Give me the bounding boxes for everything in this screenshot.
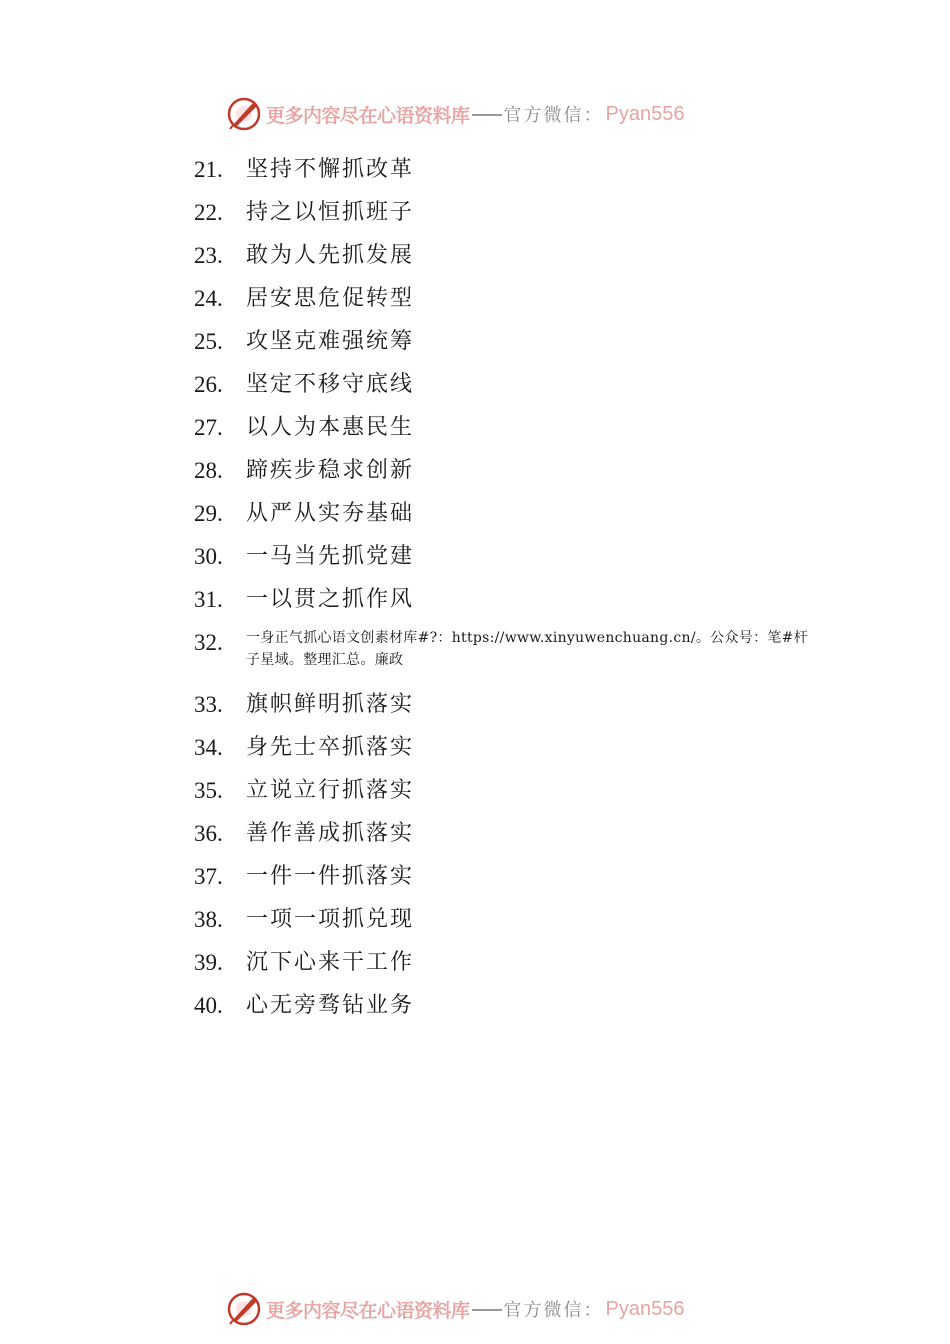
item-number: 23. bbox=[194, 243, 223, 268]
list-item bbox=[0, 451, 950, 494]
item-text: 坚持不懈抓改革 bbox=[246, 157, 415, 182]
item-number: 37. bbox=[194, 864, 223, 889]
slogan-list bbox=[0, 150, 950, 1029]
list-item bbox=[0, 365, 950, 408]
item-text: 一以贯之抓作风 bbox=[246, 587, 415, 612]
quill-logo-icon bbox=[226, 96, 262, 132]
item-number: 25. bbox=[194, 329, 223, 354]
list-item bbox=[0, 322, 950, 365]
header-divider bbox=[472, 114, 502, 116]
item-number: 21. bbox=[194, 157, 223, 182]
footer-divider bbox=[472, 1309, 502, 1311]
list-item bbox=[0, 150, 950, 193]
item-number: 36. bbox=[194, 821, 223, 846]
item-text: 持之以恒抓班子 bbox=[246, 200, 415, 225]
header-site-title: 更多内容尽在心语资料库 bbox=[266, 104, 470, 127]
item-text: 身先士卒抓落实 bbox=[246, 735, 415, 760]
header-banner bbox=[226, 94, 684, 134]
item-number: 22. bbox=[194, 200, 223, 225]
item-text: 坚定不移守底线 bbox=[246, 372, 415, 397]
list-item bbox=[0, 236, 950, 279]
item-number: 28. bbox=[194, 458, 223, 483]
item-text: 心无旁骛钻业务 bbox=[246, 993, 415, 1018]
item-number: 38. bbox=[194, 907, 223, 932]
item-number: 29. bbox=[194, 501, 223, 526]
list-item bbox=[0, 771, 950, 814]
item-number: 40. bbox=[194, 993, 223, 1018]
item-text: 一件一件抓落实 bbox=[246, 864, 415, 889]
item-number: 26. bbox=[194, 372, 223, 397]
list-item bbox=[0, 943, 950, 986]
item-text: 旗帜鲜明抓落实 bbox=[246, 692, 415, 717]
list-item bbox=[0, 728, 950, 771]
item-number: 30. bbox=[194, 544, 223, 569]
item-text: 以人为本惠民生 bbox=[246, 415, 415, 440]
list-item bbox=[0, 580, 950, 623]
footer-banner bbox=[226, 1289, 684, 1329]
list-item bbox=[0, 494, 950, 537]
list-item bbox=[0, 857, 950, 900]
item-number: 34. bbox=[194, 735, 223, 760]
item-number: 32. bbox=[194, 630, 223, 655]
item-text: 蹄疾步稳求创新 bbox=[246, 458, 415, 483]
item-text: 一项一项抓兑现 bbox=[246, 907, 415, 932]
list-item bbox=[0, 685, 950, 728]
item-text: 攻坚克难强统筹 bbox=[246, 329, 415, 354]
item-text: 居安思危促转型 bbox=[246, 286, 415, 311]
quill-logo-icon bbox=[226, 1291, 262, 1327]
list-item bbox=[0, 814, 950, 857]
list-item bbox=[0, 986, 950, 1029]
item-text: 一马当先抓党建 bbox=[246, 544, 415, 569]
header-wechat-id: Pyan556 bbox=[605, 102, 685, 125]
item-number: 33. bbox=[194, 692, 223, 717]
item-text: 立说立行抓落实 bbox=[246, 778, 415, 803]
list-item bbox=[0, 193, 950, 236]
item-text: 从严从实夯基础 bbox=[246, 501, 415, 526]
item-number: 27. bbox=[194, 415, 223, 440]
item-number: 24. bbox=[194, 286, 223, 311]
item-text-watermark: 一身正气抓心语文创素材库#?：https://www.xinyuwenchuang.cn/。公众号：笔#杆子星域。整理汇总。廉政 bbox=[246, 630, 808, 668]
list-item-watermark bbox=[0, 623, 950, 685]
list-item bbox=[0, 537, 950, 580]
item-text: 善作善成抓落实 bbox=[246, 821, 415, 846]
header-wechat-label: 官方微信： bbox=[503, 105, 604, 126]
list-item bbox=[0, 279, 950, 322]
footer-site-title: 更多内容尽在心语资料库 bbox=[266, 1299, 470, 1322]
item-text: 敢为人先抓发展 bbox=[246, 243, 415, 268]
item-number: 39. bbox=[194, 950, 223, 975]
list-item bbox=[0, 900, 950, 943]
item-number: 35. bbox=[194, 778, 223, 803]
footer-wechat-label: 官方微信： bbox=[503, 1300, 604, 1321]
item-number: 31. bbox=[194, 587, 223, 612]
list-item bbox=[0, 408, 950, 451]
item-text: 沉下心来干工作 bbox=[246, 950, 415, 975]
footer-wechat-id: Pyan556 bbox=[605, 1297, 685, 1320]
